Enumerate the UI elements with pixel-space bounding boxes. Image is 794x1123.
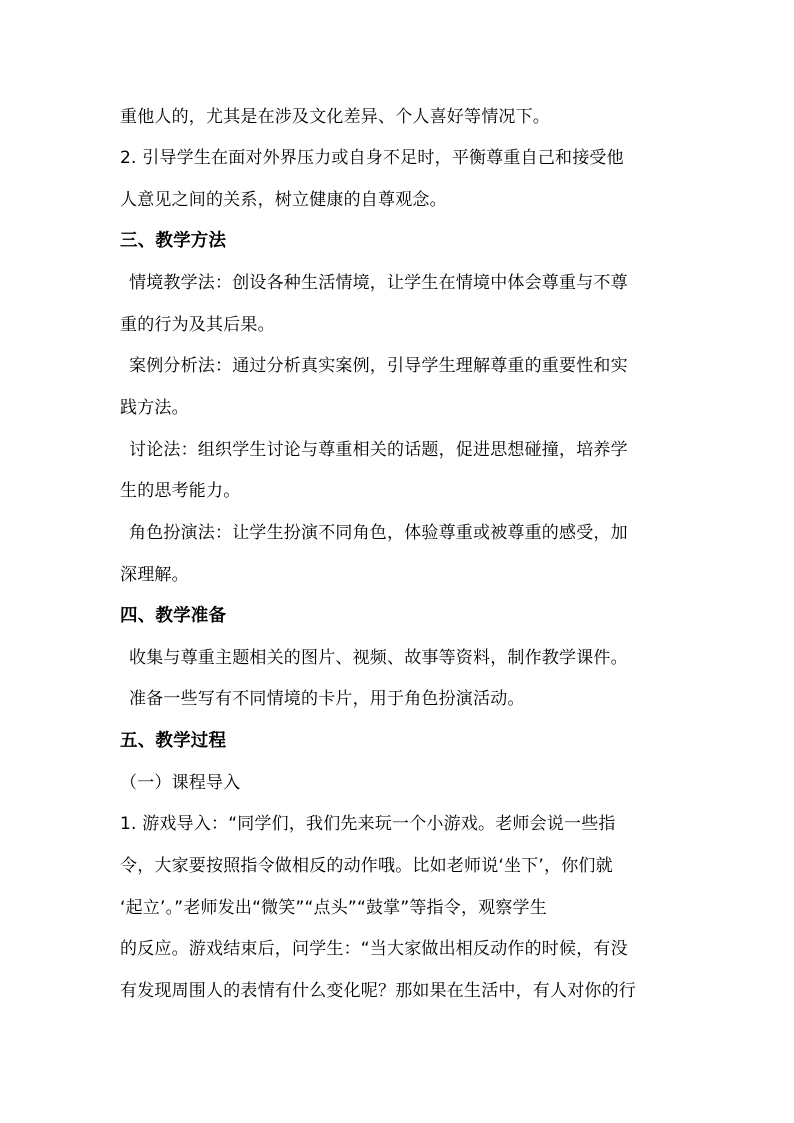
method-roleplay-line-1: 角色扮演法：让学生扮演不同角色，体验尊重或被尊重的感受，加 [129,523,628,543]
game-intro-line-5: 有发现周围人的表情有什么变化呢？那如果在生活中，有人对你的行 [120,981,636,1001]
list-item-2-line-2: 人意见之间的关系，树立健康的自尊观念。 [120,190,447,210]
method-case-line-2: 践方法。 [120,398,189,418]
preparation-item-1: 收集与尊重主题相关的图片、视频、故事等资料，制作教学课件。 [129,648,628,668]
method-discussion-line-1: 讨论法：组织学生讨论与尊重相关的话题，促进思想碰撞，培养学 [129,440,628,460]
method-case-line-1: 案例分析法：通过分析真实案例，引导学生理解尊重的重要性和实 [129,356,628,376]
game-intro-line-4: 的反应。游戏结束后，问学生：“当大家做出相反动作的时候，有没 [120,939,628,959]
method-discussion-line-2: 生的思考能力。 [120,481,241,501]
method-roleplay-line-2: 深理解。 [120,565,189,585]
method-situational-line-1: 情境教学法：创设各种生活情境，让学生在情境中体会尊重与不尊 [129,273,628,293]
game-intro-line-3: ‘起立’。”老师发出“微笑”“点头”“鼓掌”等指令，观察学生 [120,898,547,918]
section-heading-teaching-process: 五、教学过程 [120,731,227,751]
game-intro-line-1: 1. 游戏导入：“同学们，我们先来玩一个小游戏。老师会说一些指 [120,814,616,834]
section-heading-teaching-methods: 三、教学方法 [120,231,227,251]
section-heading-teaching-preparation: 四、教学准备 [120,606,227,626]
game-intro-line-2: 令，大家要按照指令做相反的动作哦。比如老师说‘坐下’，你们就 [120,856,613,876]
text-line-1: 重他人的，尤其是在涉及文化差异、个人喜好等情况下。 [120,107,550,127]
subsection-heading-course-intro: （一）课程导入 [120,773,241,793]
preparation-item-2: 准备一些写有不同情境的卡片，用于角色扮演活动。 [129,689,525,709]
method-situational-line-2: 重的行为及其后果。 [120,315,275,335]
list-item-2-line-1: 2. 引导学生在面对外界压力或自身不足时，平衡尊重自己和接受他 [120,148,624,168]
